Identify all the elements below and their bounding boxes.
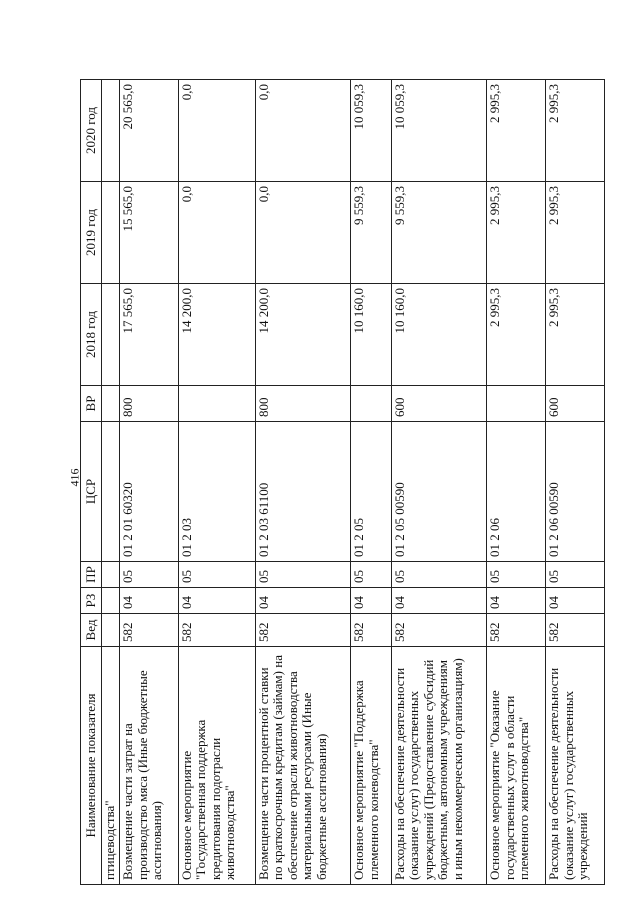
- cell-2019: 2 995,3: [487, 182, 546, 284]
- cell-vr: [487, 386, 546, 422]
- header-csr: ЦСР: [81, 422, 102, 562]
- cell-csr: 01 2 05: [351, 422, 391, 562]
- cell-2019: 2 995,3: [546, 182, 605, 284]
- cell-2018: [102, 284, 120, 386]
- cell-2019: 9 559,3: [351, 182, 391, 284]
- cell-csr: 01 2 06 00590: [546, 422, 605, 562]
- header-name: Наименование показателя: [81, 647, 102, 885]
- cell-2020: 2 995,3: [487, 80, 546, 182]
- cell-rz: [102, 588, 120, 614]
- cell-csr: 01 2 05 00590: [391, 422, 486, 562]
- cell-rz: 04: [120, 588, 179, 614]
- cell-rz: 04: [391, 588, 486, 614]
- cell-rz: 04: [255, 588, 350, 614]
- cell-pr: 05: [487, 562, 546, 588]
- cell-2020: 20 565,0: [120, 80, 179, 182]
- table-row: [178, 80, 255, 885]
- cell-2019: 0,0: [178, 182, 255, 284]
- cell-2020: [102, 80, 120, 182]
- cell-csr: 01 2 03: [178, 422, 255, 562]
- table-header-row: [81, 80, 102, 885]
- cell-ved: [102, 614, 120, 647]
- cell-pr: 05: [351, 562, 391, 588]
- table-row: [487, 80, 546, 885]
- cell-ved: 582: [546, 614, 605, 647]
- cell-csr: 01 2 06: [487, 422, 546, 562]
- cell-2020: 10 059,3: [351, 80, 391, 182]
- cell-name: Расходы на обеспечение деятельности (оказание услуг) государственных учреждений (Предоставление субсидий бюджетным, автономным учреждениям и иным некоммерческим организациям): [391, 647, 486, 885]
- cell-ved: 582: [178, 614, 255, 647]
- cell-ved: 582: [487, 614, 546, 647]
- cell-name: Основное мероприятие "Государственная поддержка кредитования подотрасли животноводства": [178, 647, 255, 885]
- cell-2018: 2 995,3: [546, 284, 605, 386]
- cell-csr: [102, 422, 120, 562]
- cell-vr: 600: [546, 386, 605, 422]
- cell-ved: 582: [120, 614, 179, 647]
- cell-name: Основное мероприятие "Поддержка племенного коневодства": [351, 647, 391, 885]
- table-row: [546, 80, 605, 885]
- cell-ved: 582: [391, 614, 486, 647]
- cell-ved: 582: [255, 614, 350, 647]
- cell-pr: 05: [120, 562, 179, 588]
- header-ved: Вед: [81, 614, 102, 647]
- cell-2019: 15 565,0: [120, 182, 179, 284]
- header-2020: 2020 год: [81, 80, 102, 182]
- cell-csr: 01 2 03 61100: [255, 422, 350, 562]
- cell-2020: 0,0: [255, 80, 350, 182]
- cell-2018: 2 995,3: [487, 284, 546, 386]
- cell-vr: 800: [255, 386, 350, 422]
- header-2019: 2019 год: [81, 182, 102, 284]
- cell-2018: 17 565,0: [120, 284, 179, 386]
- cell-name: Расходы на обеспечение деятельности (оказание услуг) государственных учреждений: [546, 647, 605, 885]
- cell-vr: [102, 386, 120, 422]
- page-number: 416: [67, 468, 82, 487]
- cell-2018: 10 160,0: [351, 284, 391, 386]
- cell-ved: 582: [351, 614, 391, 647]
- budget-table: [80, 79, 605, 885]
- cell-pr: [102, 562, 120, 588]
- cell-name: Возмещение части затрат на производство мяса (Иные бюджетные ассигнования): [120, 647, 179, 885]
- header-rz: РЗ: [81, 588, 102, 614]
- cell-name: птицеводства": [102, 647, 120, 885]
- cell-vr: [351, 386, 391, 422]
- cell-csr: 01 2 01 60320: [120, 422, 179, 562]
- cell-name: Возмещение части процентной ставки по краткосрочным кредитам (займам) на обеспечение отрасли животноводства материальными ресурсами (Иные бюджетные ассигнования): [255, 647, 350, 885]
- table-row: [255, 80, 350, 885]
- cell-vr: 600: [391, 386, 486, 422]
- cell-pr: 05: [178, 562, 255, 588]
- cell-pr: 05: [255, 562, 350, 588]
- cell-rz: 04: [351, 588, 391, 614]
- cell-2018: 14 200,0: [255, 284, 350, 386]
- cell-vr: [178, 386, 255, 422]
- cell-2019: [102, 182, 120, 284]
- table-row: [120, 80, 179, 885]
- table-row: [391, 80, 486, 885]
- table-row: [102, 80, 120, 885]
- cell-rz: 04: [178, 588, 255, 614]
- cell-rz: 04: [546, 588, 605, 614]
- cell-2018: 14 200,0: [178, 284, 255, 386]
- cell-pr: 05: [546, 562, 605, 588]
- cell-2020: 2 995,3: [546, 80, 605, 182]
- table-row: [351, 80, 391, 885]
- budget-table-rotated: [80, 80, 605, 885]
- header-2018: 2018 год: [81, 284, 102, 386]
- cell-rz: 04: [487, 588, 546, 614]
- header-vr: ВР: [81, 386, 102, 422]
- cell-2018: 10 160,0: [391, 284, 486, 386]
- cell-2020: 10 059,3: [391, 80, 486, 182]
- cell-2019: 9 559,3: [391, 182, 486, 284]
- header-pr: ПР: [81, 562, 102, 588]
- cell-pr: 05: [391, 562, 486, 588]
- cell-2020: 0,0: [178, 80, 255, 182]
- cell-name: Основное мероприятие "Оказание государственных услуг в области племенного животноводства": [487, 647, 546, 885]
- cell-vr: 800: [120, 386, 179, 422]
- cell-2019: 0,0: [255, 182, 350, 284]
